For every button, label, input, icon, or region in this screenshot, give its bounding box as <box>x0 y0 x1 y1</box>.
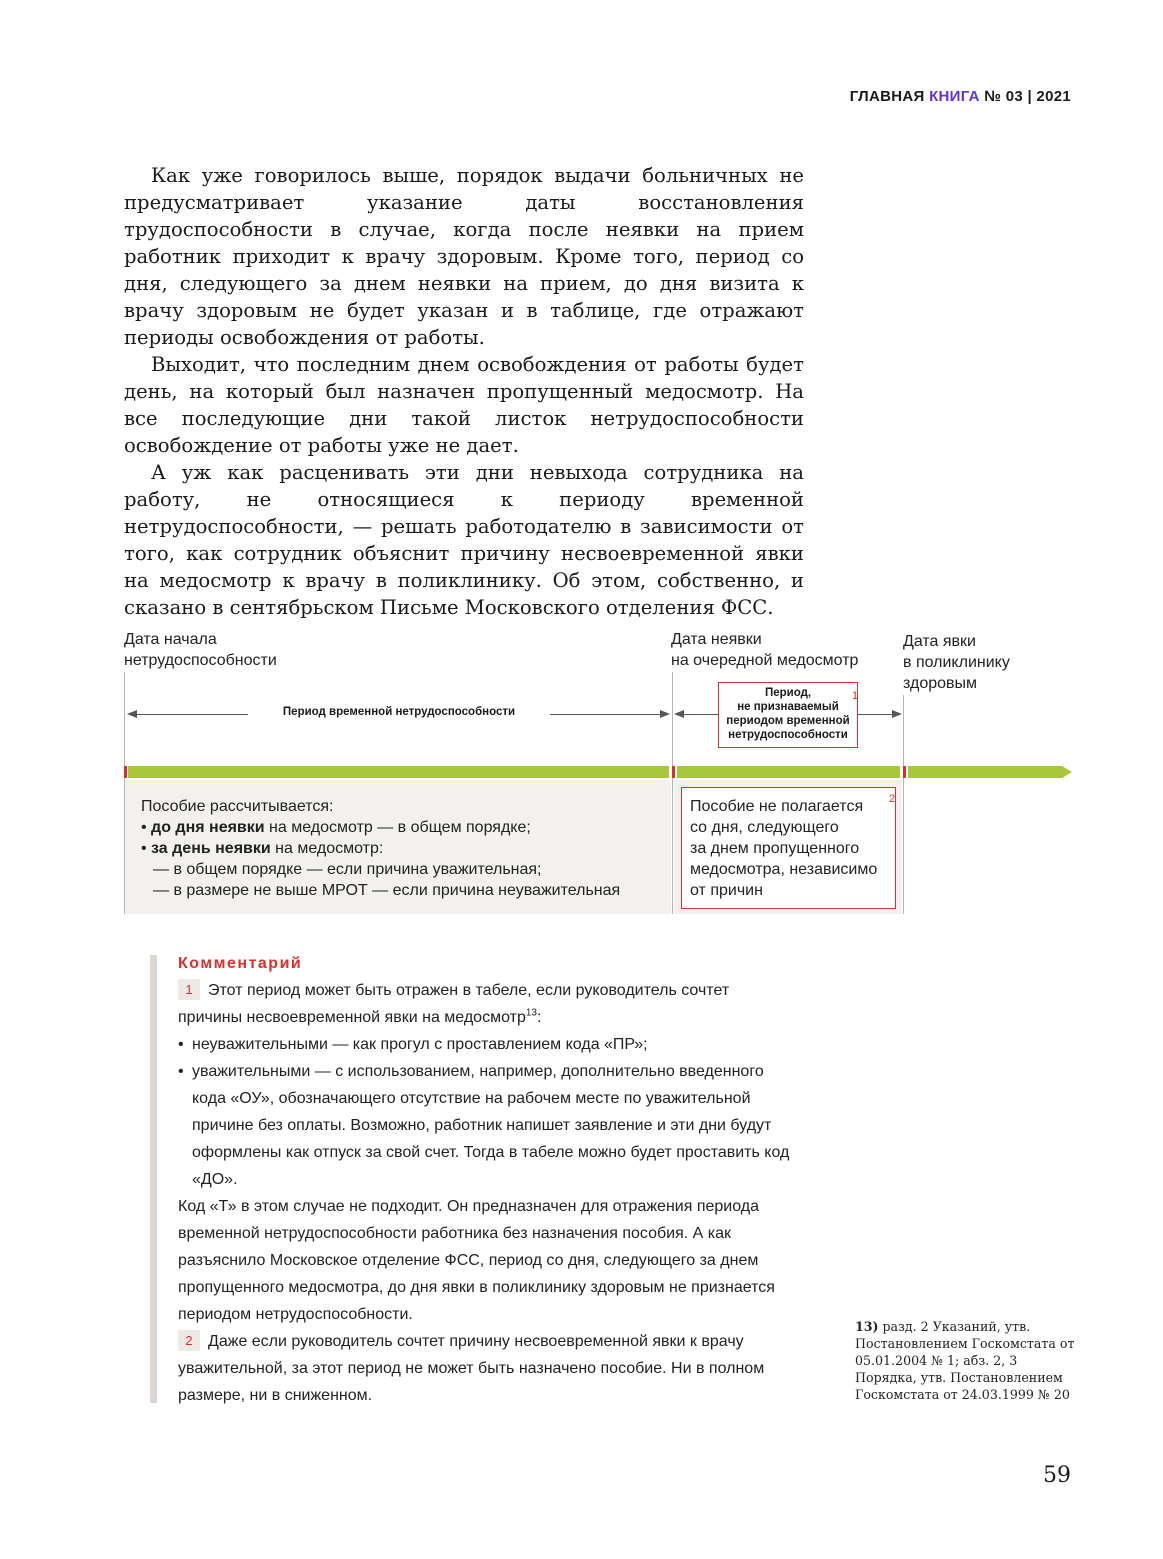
benefit-calc-text <box>141 796 671 901</box>
header-issue: № 03 | 2021 <box>984 88 1071 105</box>
timeline-bar-segment <box>908 766 1063 778</box>
footnote-text: разд. 2 Указаний, утв. Постановлением Госкомстата от 05.01.2004 № 1; абз. 2, 3 Порядка, утв. Постановлением Госкомстата от 24.03.1999 № 20 <box>855 1319 1075 1402</box>
arrow-left-icon <box>127 710 137 718</box>
no-benefit-text <box>690 796 890 901</box>
comment-sidebar <box>150 955 157 1403</box>
comment-number: 2 <box>178 1330 200 1351</box>
box-line: Период, <box>764 687 812 699</box>
timeline-arrow-icon <box>1062 766 1072 778</box>
bullet-bold: до дня неявки <box>151 819 265 836</box>
label-missed-date <box>671 629 858 671</box>
label-line: нетрудоспособности <box>124 652 277 669</box>
comment-paragraph: Код «Т» в этом случае не подходит. Он предназначен для отражения периода временной нетрудоспособности работника без назначения пособия. А как разъяснило Московское отделение ФСС, период со дня, следующего за днем пропущенного медосмотра, до дня явки в поликлинику здоровым не признается периодом нетрудоспособности. <box>178 1198 775 1323</box>
header-title-part1: ГЛАВНАЯ <box>849 88 925 105</box>
benefit-intro: Пособие рассчитывается: <box>141 798 334 815</box>
paragraph: Как уже говорилось выше, порядок выдачи больничных не предусматривает указание даты восстановления трудоспособности в случае, когда после неявки на прием работник приходит к врачу здоровым. Кроме того, период со дня, следующего за днем неявки на прием, до дня визита к врачу здоровым не будет указан и в таблице, где отражают периоды освобождения от работы. <box>124 164 804 349</box>
arrow-right-icon <box>660 710 670 718</box>
box-line: не признаваемый <box>737 701 839 713</box>
footnote <box>855 1318 1075 1403</box>
timeline-bar-segment <box>677 766 900 778</box>
paragraph: Выходит, что последним днем освобождения от работы будет день, на который был назначен пропущенный медосмотр. На все последующие дни такой листок нетрудоспособности освобождение от работы уже не дает. <box>124 353 804 457</box>
box-number: 1 <box>852 690 859 702</box>
comment-text: Этот период может быть отражен в табеле, если руководитель сочтет причины несвоевременной явки на медосмотр <box>178 982 730 1026</box>
box-line: нетрудоспособности <box>728 729 848 741</box>
benefit-bullet: • до дня неявки на медосмотр — в общем порядке; <box>141 819 531 836</box>
paragraph: А уж как расценивать эти дни невыхода сотрудника на работу, не относящиеся к периоду временной нетрудоспособности, — решать работодателю в зависимости от того, как сотрудник объяснит причину несвоевременной явки на медосмотр к врачу в поликлинику. Об этом, собственно, и сказано в сентябрьском Письме Московского отделения ФСС. <box>124 461 804 619</box>
comment-text: Даже если руководитель сочтет причину несвоевременной явки к врачу уважительной, за этот период не может быть назначено пособие. Ни в полном размере, ни в сниженном. <box>178 1333 765 1404</box>
comment-title: Комментарий <box>178 955 303 972</box>
info-line: Пособие не полагается <box>690 798 864 815</box>
bullet-bold: за день неявки <box>151 840 271 857</box>
timeline-marker <box>124 766 127 778</box>
divider <box>903 695 904 914</box>
timeline-bar-segment <box>128 766 669 778</box>
label-start-date <box>124 629 277 671</box>
label-line: Дата начала <box>124 631 217 648</box>
comment-content <box>178 955 790 1409</box>
label-line: в поликлинику <box>903 654 1010 671</box>
benefit-sub: — в общем порядке — если причина уважительная; <box>153 861 542 878</box>
info-line: за днем пропущенного <box>690 840 860 857</box>
list-item: • уважительными — с использованием, например, дополнительно введенного кода «ОУ», обозначающего отсутствие на рабочем месте по уважительной причине без оплаты. Возможно, работник напишет заявление и эти дни будут оформлены как отпуск за свой счет. Тогда в табеле можно будет проставить код «ДО». <box>178 1058 790 1193</box>
list-item: • неуважительными — как прогул с проставлением кода «ПР»; <box>178 1031 790 1058</box>
label-line: на очередной медосмотр <box>671 652 859 669</box>
timeline-marker <box>672 766 675 778</box>
box-number: 2 <box>889 793 896 805</box>
arrow-right-icon <box>892 710 902 718</box>
label-line: Дата неявки <box>671 631 762 648</box>
divider <box>672 672 673 914</box>
timeline-marker <box>903 766 906 778</box>
comment-item <box>178 977 790 1031</box>
header-title-part2: КНИГА <box>929 88 980 105</box>
timeline-diagram <box>0 620 1163 920</box>
article-body <box>124 162 804 621</box>
bullet-text: на медосмотр — в общем порядке; <box>264 819 531 836</box>
info-line: медосмотра, независимо <box>690 861 878 878</box>
page-number: 59 <box>1043 1463 1071 1488</box>
arrow-left-icon <box>674 710 684 718</box>
label-visit-date <box>903 631 1010 694</box>
running-header <box>850 88 1071 105</box>
info-line: со дня, следующего <box>690 819 839 836</box>
benefit-bullet: • за день неявки на медосмотр: <box>141 840 384 857</box>
box-line: периодом временной <box>726 715 850 727</box>
info-line: от причин <box>690 882 763 899</box>
period-label: Период временной нетрудоспособности <box>248 706 550 718</box>
non-recognized-period-box <box>718 682 858 748</box>
comment-number: 1 <box>178 979 200 1000</box>
footnote-number: 13) <box>855 1319 879 1334</box>
comment-punct: : <box>536 1009 542 1026</box>
footnote-ref: 13 <box>525 1007 537 1019</box>
bullet-text: на медосмотр: <box>270 840 384 857</box>
comment-item <box>178 1328 790 1409</box>
benefit-sub: — в размере не выше МРОТ — если причина неуважительная <box>153 882 621 899</box>
label-line: Дата явки <box>903 633 976 650</box>
label-line: здоровым <box>903 675 978 692</box>
comment-list <box>178 1031 790 1193</box>
